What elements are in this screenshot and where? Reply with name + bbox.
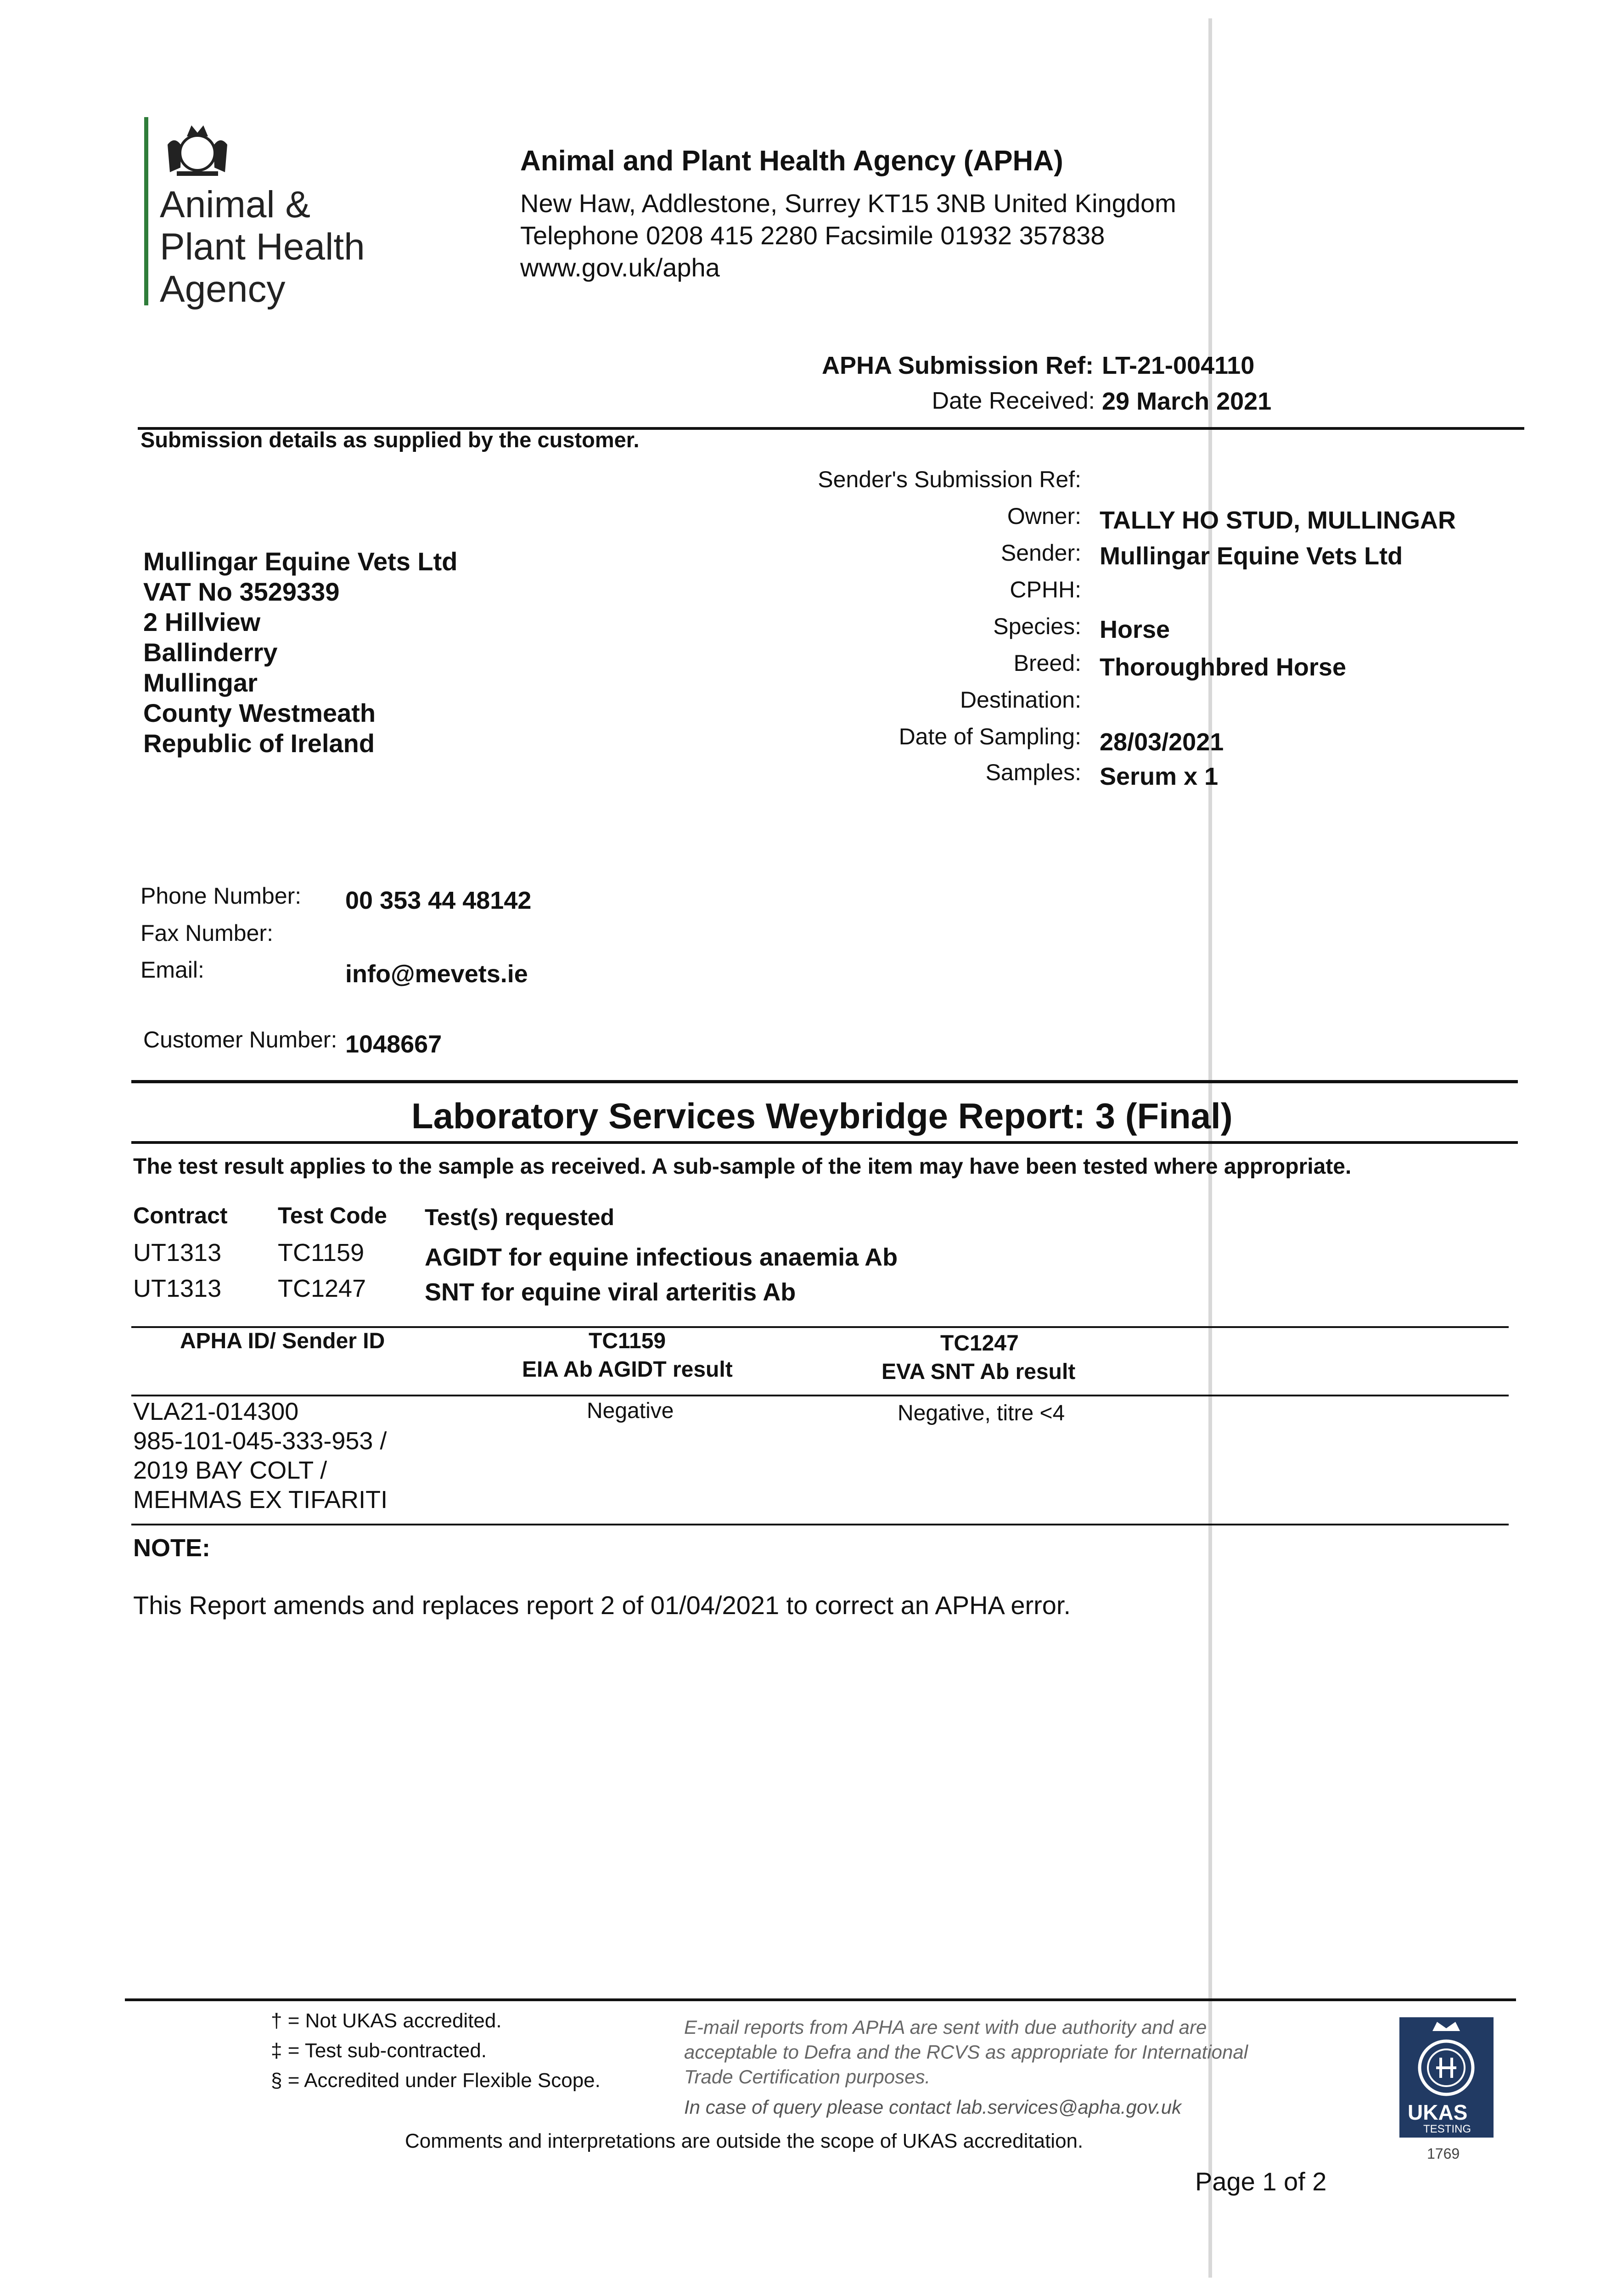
notice-line: Trade Certification purposes. (684, 2066, 931, 2088)
field-label-species: Species: (993, 613, 1081, 639)
results-header-col1-code: TC1159 (589, 1329, 666, 1353)
ukas-label: UKAS (1408, 2100, 1468, 2124)
result-id-line: 985-101-045-333-953 / (133, 1427, 387, 1455)
tests-header-requested: Test(s) requested (425, 1204, 615, 1230)
tests-header-contract: Contract (133, 1203, 228, 1228)
test-requested: SNT for equine viral arteritis Ab (425, 1278, 796, 1306)
fax-label: Fax Number: (140, 920, 273, 946)
test-contract: UT1313 (133, 1239, 222, 1266)
ukas-logo (1399, 2017, 1494, 2138)
notice-line: acceptable to Defra and the RCVS as appropriate for International (684, 2041, 1248, 2063)
test-requested: AGIDT for equine infectious anaemia Ab (425, 1244, 898, 1271)
table-header-border (131, 1395, 1509, 1396)
field-value-sender: Mullingar Equine Vets Ltd (1100, 542, 1403, 570)
agency-logo-text (160, 184, 365, 310)
report-title: Laboratory Services Weybridge Report: 3 (Final) (411, 1096, 1233, 1136)
result-id-line: 2019 BAY COLT / (133, 1457, 327, 1484)
address-line: Ballinderry (143, 638, 278, 667)
email-notice (684, 2015, 1248, 2089)
org-name: Animal and Plant Health Agency (APHA) (520, 145, 1063, 177)
field-label-samples: Samples: (985, 760, 1081, 785)
note-label: NOTE: (133, 1534, 210, 1562)
address-line: Republic of Ireland (143, 729, 375, 758)
query-notice: In case of query please contact lab.services@apha.gov.uk (684, 2096, 1182, 2118)
legend-line: ‡ = Test sub-contracted. (271, 2039, 487, 2062)
results-header-id: APHA ID/ Sender ID (180, 1329, 385, 1353)
email-label: Email: (140, 957, 204, 983)
field-value-sampling-date: 28/03/2021 (1100, 728, 1224, 756)
date-received-value: 29 March 2021 (1102, 388, 1272, 415)
org-phone-fax: Telephone 0208 415 2280 Facsimile 01932 357838 (520, 221, 1105, 250)
logo-line: Plant Health (160, 226, 365, 268)
field-label-sender-ref: Sender's Submission Ref: (818, 467, 1081, 492)
customer-number-label: Customer Number: (143, 1027, 337, 1052)
ukas-scope-note: Comments and interpretations are outside the scope of UKAS accreditation. (405, 2130, 1084, 2152)
customer-number-value: 1048667 (345, 1030, 442, 1058)
divider (125, 1998, 1516, 2001)
divider (131, 1141, 1518, 1144)
results-header-col2-code: TC1247 (940, 1331, 1019, 1356)
test-code: TC1247 (278, 1275, 366, 1302)
email-value: info@mevets.ie (345, 960, 528, 988)
legend-line: † = Not UKAS accredited. (271, 2009, 502, 2032)
submission-ref-value: LT-21-004110 (1102, 352, 1255, 379)
field-label-destination: Destination: (960, 687, 1081, 713)
phone-value: 00 353 44 48142 (345, 887, 532, 914)
field-label-sampling-date: Date of Sampling: (899, 724, 1081, 749)
note-text: This Report amends and replaces report 2 of 01/04/2021 to correct an APHA error. (133, 1591, 1071, 1620)
result-id-line: VLA21-014300 (133, 1398, 299, 1425)
result-eia-value: Negative (587, 1399, 674, 1423)
field-label-sender: Sender: (1000, 540, 1081, 566)
results-header-col2-name: EVA SNT Ab result (882, 1360, 1076, 1384)
divider (131, 1080, 1518, 1083)
ukas-crown-icon (1399, 2017, 1494, 2105)
ukas-number: 1769 (1427, 2145, 1460, 2162)
field-value-species: Horse (1100, 616, 1170, 643)
table-row (133, 1397, 387, 1514)
field-value-breed: Thoroughbred Horse (1100, 653, 1346, 681)
field-label-breed: Breed: (1013, 650, 1081, 676)
tests-header-code: Test Code (278, 1203, 387, 1228)
applies-note: The test result applies to the sample as received. A sub-sample of the item may have been tested where appropriate. (133, 1154, 1352, 1179)
page-number: Page 1 of 2 (1195, 2167, 1327, 2196)
address-line: 2 Hillview (143, 608, 261, 636)
submission-ref-label: APHA Submission Ref: (822, 352, 1094, 379)
address-line: Mullingar (143, 668, 258, 697)
customer-address (143, 546, 458, 759)
field-label-owner: Owner: (1007, 503, 1081, 529)
table-bottom-border (131, 1524, 1509, 1525)
address-line: Mullingar Equine Vets Ltd (143, 547, 458, 576)
logo-bar (144, 117, 148, 305)
address-line: VAT No 3529339 (143, 577, 340, 606)
footer-legend (271, 2006, 601, 2095)
royal-crest-icon (158, 117, 236, 181)
test-contract: UT1313 (133, 1275, 222, 1302)
logo-line: Animal & (160, 184, 311, 225)
date-received-label: Date Received: (932, 388, 1095, 414)
field-value-samples: Serum x 1 (1100, 763, 1219, 790)
field-label-cphh: CPHH: (1010, 577, 1081, 602)
org-address: New Haw, Addlestone, Surrey KT15 3NB United Kingdom (520, 189, 1176, 218)
table-top-border (131, 1326, 1509, 1328)
test-code: TC1159 (278, 1239, 365, 1266)
notice-line: E-mail reports from APHA are sent with due authority and are (684, 2016, 1207, 2038)
address-line: County Westmeath (143, 698, 376, 727)
result-eva-value: Negative, titre <4 (898, 1401, 1065, 1425)
phone-label: Phone Number: (140, 883, 302, 909)
ukas-sub: TESTING (1423, 2123, 1471, 2135)
result-id-line: MEHMAS EX TIFARITI (133, 1486, 388, 1514)
results-header-col1-name: EIA Ab AGIDT result (522, 1357, 733, 1382)
field-value-owner: TALLY HO STUD, MULLINGAR (1100, 506, 1456, 534)
submission-note: Submission details as supplied by the customer. (140, 428, 640, 452)
legend-line: § = Accredited under Flexible Scope. (271, 2069, 601, 2092)
org-website: www.gov.uk/apha (520, 253, 720, 282)
logo-line: Agency (160, 268, 286, 310)
